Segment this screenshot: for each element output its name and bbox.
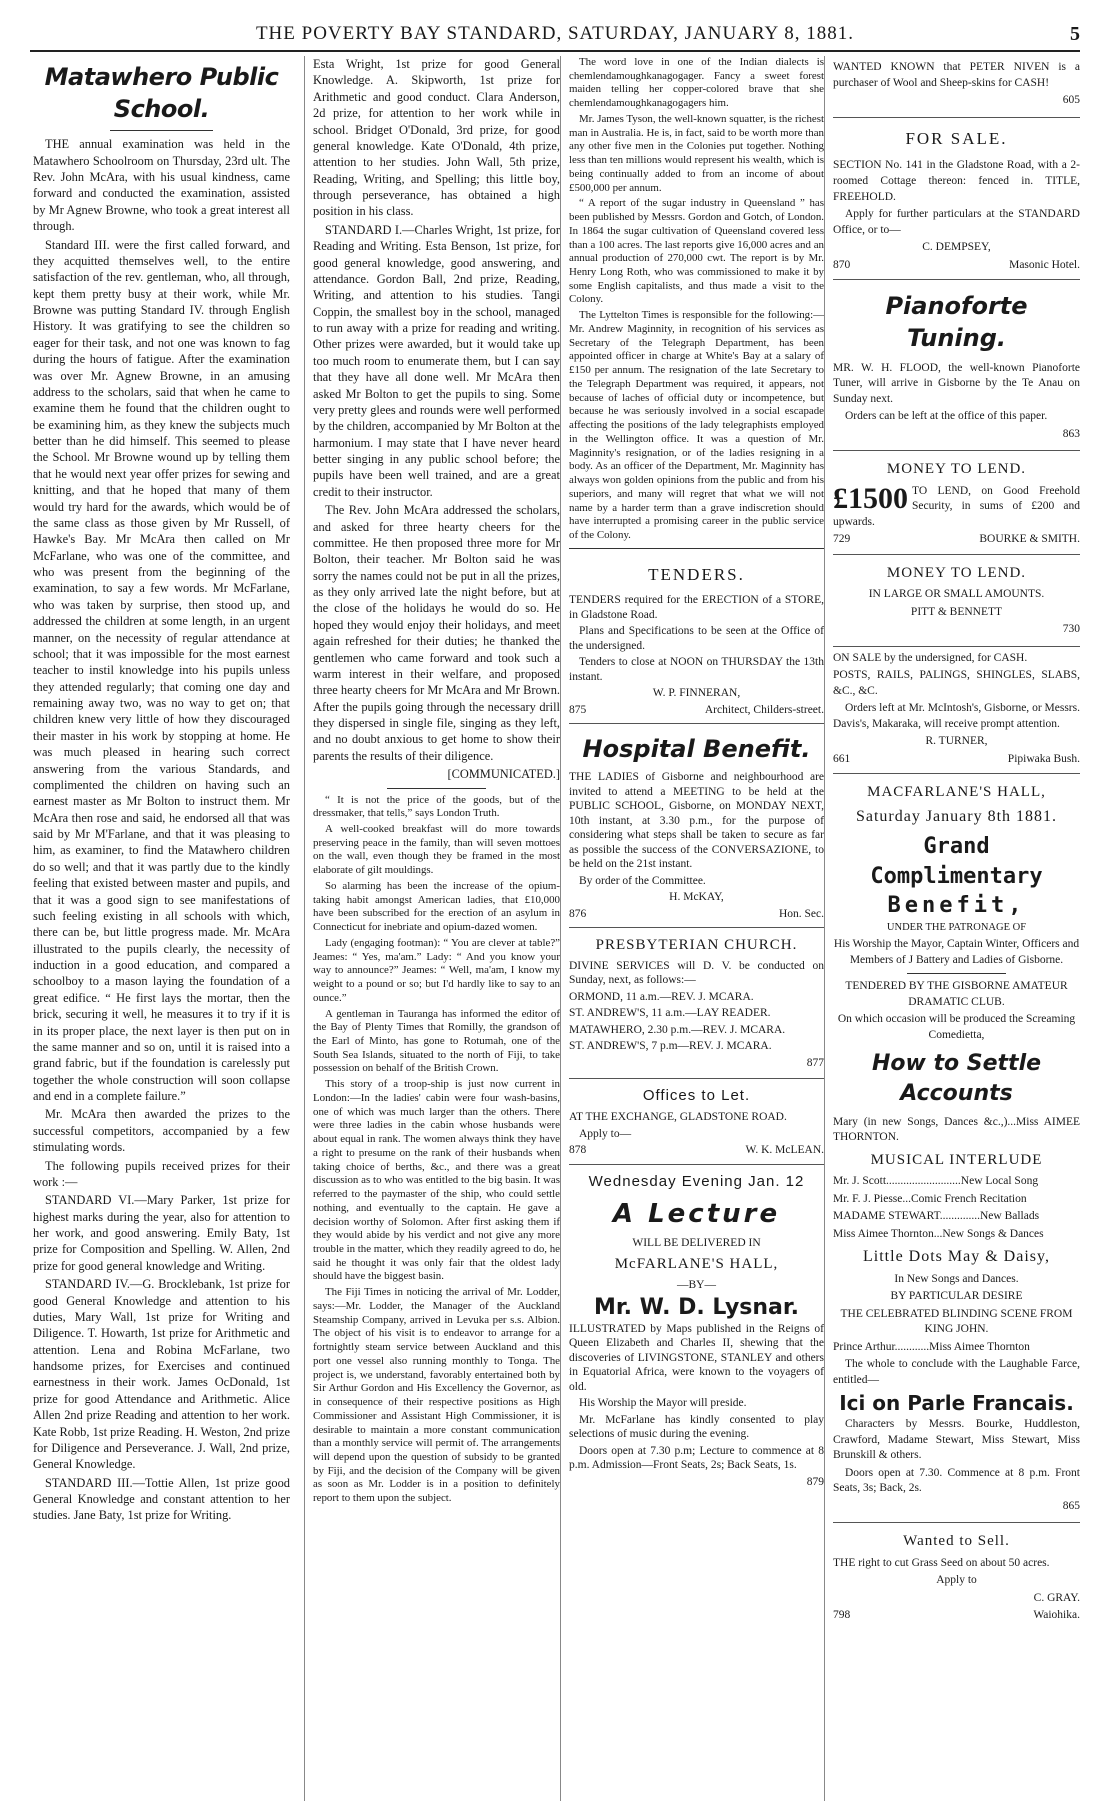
loan-amount: £1500	[833, 481, 908, 515]
column-1	[33, 56, 290, 1801]
ad-lecture	[569, 1165, 824, 1498]
ad-text: Doors open at 7.30. Commence at 8 p.m. Front Seats, 3s; Back, 2s.	[833, 1466, 1080, 1495]
benefit-hall: MACFARLANE'S HALL,	[867, 784, 1046, 801]
ad-name: PITT & BENNETT	[910, 605, 1003, 618]
ad-text: Doors open at 7.30 p.m; Lecture to commence at 8 p.m. Admission—Front Seats, 2s; Back Seats, 1s.	[569, 1444, 824, 1472]
ad-body: TENDERS required for the ERECTION of a STORE, in Gladstone Road.	[569, 594, 824, 621]
ad-text: Tenders to close at NOON on THURSDAY the 13th instant.	[569, 656, 824, 683]
ad-footer	[569, 907, 824, 921]
news-briefs	[313, 794, 560, 1506]
ad-place: Waiohika.	[1033, 1609, 1080, 1622]
ad-text: The whole to conclude with the Laughable Farce, entitled—	[833, 1358, 1080, 1386]
benefit-date: Saturday January 8th 1881.	[855, 808, 1058, 826]
article-signoff: [COMMUNICATED.]	[447, 767, 560, 782]
news-brief: The Fiji Times in noticing the arrival of Mr. Lodder, says:—Mr. Lodder, the Manager of the Auckland Steamship Company, arrived in Levuka per s.s. Albion. The object of his visit is to endeavor to arrange for a fortnightly steam service between Auckland and this port one vessel also running monthly to Tonga. The project is, we understand, favorably entertained both by Sir Arthur Gordon and His Excellency the Governor, as in consequence of their respective positions as High Commissioner and Assistant High Commissioner, it is desirable to maintain a more constant communication than a monthly service will permit of. The arrangements will depend upon the question of subsidy to be granted by Fiji, and the decision of the Company will be given as soon as Mr. Lodder is in a position to definitely report to them upon the subject.	[313, 1286, 560, 1505]
ad-name: W. P. FINNERAN,	[652, 687, 741, 700]
farce-title: Ici on Parle Francais.	[839, 1391, 1074, 1416]
ad-text: By order of the Committee.	[579, 874, 706, 887]
ad-tenders	[569, 554, 824, 724]
ad-text: THE CELEBRATED BLINDING SCENE FROM KING JOHN.	[840, 1307, 1073, 1336]
article-paragraph: Esta Wright, 1st prize for good General Knowledge. A. Skipworth, 1st prize for Arithmetic and good conduct. Clara Anderson, 2d prize, for attention to her work while in school. Bridget O'Donald, 3rd prize, for good general knowledge. Kate O'Donald, 4th prize, attention to her studies. John Wall, 5th prize, Reading, Writing, and Spelling; this little boy, through perseverance, has obtained a high position in his class.	[313, 57, 560, 219]
ad-footer	[569, 1143, 824, 1157]
ad-text: Characters by Messrs. Bourke, Huddleston, Crawford, Madame Stewart, Miss Stewart, Miss Brunskill & others.	[833, 1418, 1080, 1462]
news-brief: A gentleman in Tauranga has informed the editor of the Bay of Plenty Times that Romilly, the grandson of the Earl of Minto, has gone to Rotumah, one of the South Sea Islands, situated to the north of Fiji, to take possession on behalf of the British Crown.	[313, 1007, 560, 1075]
ad-place: Pipiwaka Bush.	[1007, 752, 1080, 765]
ad-text: Plans and Specifications to be seen at the Office of the undersigned.	[569, 625, 824, 652]
act-line: Mr. J. Scott..........................New Local Song	[833, 1175, 1039, 1187]
service-line: ST. ANDREW'S, 11 a.m.—LAY READER.	[569, 1007, 771, 1020]
ad-body: MR. W. H. FLOOD, the well-known Pianoforte Tuner, will arrive in Gisborne by the Te Anau on Sunday next.	[833, 361, 1080, 405]
news-brief: The word love in one of the Indian dialects is chemlendamoughkanagogager. Fancy a sweet forest maiden telling her copper-colored brave that she chemlendamoughkanagogagers him.	[569, 56, 824, 110]
news-brief: “ It is not the price of the goods, but of the dressmaker, that tells,” says London Truth.	[313, 793, 560, 820]
service-line: ORMOND, 11 a.m.—REV. J. MCARA.	[569, 990, 754, 1003]
ad-number: 729	[833, 533, 851, 546]
ad-name: BOURKE & SMITH.	[979, 533, 1080, 546]
page-number: 5	[1070, 22, 1080, 45]
article-paragraph: STANDARD I.—Charles Wright, 1st prize, for Reading and Writing. Esta Benson, 1st prize, for good general knowledge, good answering, and attendance. Gordon Ball, 2nd prize, Reading, Writing, and attention to his studies. Tangi Coppin, the smallest boy in the school, managed to run away with a prize for reading and writing. Other prizes were awarded, but it would take up too much room to enumerate them, but I can say that they have all done well. Mr McAra then asked Mr Bolton to get the pupils to sing. Some very pretty glees and rounds were well performed by the children, accompanied by Mr Bolton at the harmonium. I may state that I have never heard better singing in any public school before; the pupils have been well trained, and are a great credit to their instructor.	[313, 222, 560, 499]
ad-body: IN LARGE OR SMALL AMOUNTS.	[868, 588, 1045, 601]
interlude-heading: MUSICAL INTERLUDE	[870, 1151, 1043, 1168]
ad-text: TENDERED BY THE GISBORNE AMATEUR DRAMATIC CLUB.	[845, 980, 1068, 1008]
masthead	[30, 18, 1080, 52]
ad-text: On which occasion will be produced the Screaming Comedietta,	[837, 1013, 1076, 1041]
ad-text: BY PARTICULAR DESIRE	[890, 1290, 1023, 1303]
article-paragraph: STANDARD VI.—Mary Parker, 1st prize for highest marks during the year, also for attention to her work, and good answering. Emily Baty, 1st prize for Composition and Spelling. W. Allen, 2nd prize for good general knowledge and Writing.	[33, 1193, 290, 1273]
ad-name: H. McKAY,	[669, 891, 724, 904]
act-line: MADAME STEWART..............New Ballads	[833, 1210, 1040, 1223]
lecture-date: Wednesday Evening Jan. 12	[588, 1172, 805, 1190]
ad-text: Orders left at Mr. McIntosh's, Gisborne, or Messrs. Davis's, Makaraka, will receive prompt attention.	[833, 702, 1080, 730]
ad-name: C. DEMPSEY,	[922, 241, 991, 254]
ad-heading: Offices to Let.	[642, 1087, 751, 1105]
ad-footer	[833, 532, 1080, 548]
article-headline: Matawhero Public School.	[44, 63, 279, 123]
article-paragraph: THE annual examination was held in the Matawhero Schoolroom on Thursday, 23rd ult. The Rev. John McAra, with his usual kindness, came forward and conducted the examination, assisted by Mr Agnew Browne, who took a great interest all through.	[33, 137, 290, 234]
ad-number: 876	[569, 907, 587, 920]
ad-place: Masonic Hotel.	[1009, 258, 1080, 271]
ad-heading: PRESBYTERIAN CHURCH.	[595, 937, 798, 954]
news-brief: This story of a troop-ship is just now current in London:—In the ladies' cabin were four wash-basins, one of which was much larger than the others. There were three ladies in the cabin whose husbands were about equal in rank. The women always think they have a right to presume on the rank of their husbands when taking choice of berths, &c., and there was a great discussion as to who was entitled to the big basin. It was referred to the paymaster of the ship, who could settle nothing, and eventually to the captain. He gave a decision worthy of Solomon. After first asking them if they would abide by his verdict and not give any more trouble in the matter, which they readily agreed to do, he said he thought it was only fair that the oldest lady should have the biggest basin.	[313, 1078, 560, 1283]
column-4	[824, 56, 1080, 1801]
ad-heading: Wanted to Sell.	[903, 1533, 1010, 1550]
ad-number: 879	[806, 1475, 824, 1488]
ad-number: 798	[833, 1609, 851, 1622]
ad-heading: Hospital Benefit.	[582, 734, 811, 763]
ad-text: His Worship the Mayor will preside.	[579, 1397, 747, 1410]
divider	[110, 130, 213, 131]
ad-wanted	[833, 56, 1080, 118]
news-brief: “ A report of the sugar industry in Queensland ” has been published by Messrs. Gordon and Gotch, of London. In 1864 the sugar cultivation of Queensland covered less than a 100 acres. The last reports give 16,000 acres and an annual production of 270,000 cwt. The report is by Mr. Henry Long Roth, who was commissioned to make it by some English capitalists, and thus made a visit to the Colony.	[569, 197, 824, 306]
ad-body: TO LEND, on Good Freehold Security, in sums of £200 and upwards.	[833, 484, 1080, 528]
lecture-hall: McFARLANE'S HALL,	[614, 1255, 779, 1272]
ad-text: Apply to—	[579, 1127, 632, 1140]
ad-footer	[833, 752, 1080, 768]
article-paragraph: Mr. McAra then awarded the prizes to the successful competitors, accompanied by a few stimulating words.	[33, 1107, 290, 1155]
ad-name: W. K. McLEAN.	[745, 1144, 824, 1157]
article-paragraph: STANDARD III.—Tottie Allen, 1st prize good General Knowledge and constant attention to her studies. Jane Baty, 1st prize for Writing.	[33, 1475, 290, 1523]
news-brief: Mr. James Tyson, the well-known squatter, is the richest man in Australia. He is, in fact, said to be worth more than any other five men in the Colonies put together. Nothing less than ten millions would represent his wealth, which is being continually added to from an income of about £500,000 per annum.	[569, 112, 824, 194]
ad-body: ON SALE by the undersigned, for CASH.	[833, 651, 1028, 664]
ad-footer	[833, 258, 1080, 274]
ad-heading: Benefit,	[887, 893, 1026, 919]
ad-number: 878	[569, 1144, 587, 1157]
news-brief: A well-cooked breakfast will do more towards preserving peace in the family, than will seven mottoes on the wall, even though they be framed in the most elaborate of gilt mouldings.	[313, 822, 560, 877]
ad-hospital	[569, 724, 824, 928]
act-line: Miss Aimee Thornton...New Songs & Dances	[833, 1227, 1044, 1240]
article-paragraph: The Rev. John McAra addressed the scholars, and asked for three hearty cheers for the committee. He then proposed three more for Mr Bolton, their teacher. Mr Bolton said he was sorry the names could not be put in all the prizes, as they only arrived late the night before, but at the close of the holidays he would do so. He hoped they would enjoy their holidays, and meet again refreshed for their duties; he thanked the gentlemen who came forward and took such a warm interest in their welfare, and proposed three hearty cheers for Mr McAra and Mr Brown. After the pupils going through the necessary drill they dispersed in single file, singing as they left, and no doubt anxious to get home to show their parents the results of their diligence.	[313, 503, 560, 763]
ad-number: 875	[569, 703, 587, 716]
ad-heading: Pianoforte Tuning.	[885, 292, 1028, 353]
ad-body: ILLUSTRATED by Maps published in the Reigns of Queen Elizabeth and Charles II, shewing that the discoveries of LIVINGSTONE, STANLEY and others in Equatorial Africa, were known to the voyagers of old.	[569, 1322, 824, 1393]
ad-money-2	[833, 555, 1080, 647]
divider	[907, 973, 1006, 974]
service-line: MATAWHERO, 2.30 p.m.—REV. J. MCARA.	[569, 1023, 786, 1036]
ad-heading: TENDERS.	[648, 564, 745, 584]
article-paragraph: Standard III. were the first called forward, and they acquitted themselves well, to the entire satisfaction of the rev. gentleman, who, all through, kept them pretty busy at their work, while Mr. Browne was putting Standard IV. through English History. It was gratifying to see the children so eager for their task, and not one was known to fag during the hours of fatigue. After the examination was over Mr. Agnew Browne, in an amusing address to the scholars, said that when he came to examine them he found that the children ought to be examining him, as they knew the subjects much better than he did himself. This seemed to please the School. Mr Browne wound up by telling them that he would next year offer prizes for sewing and knitting, and that he hoped that many of them would try hard for the awards, which would be of the same class as those given by Mr Russell, of Hawke's Bay. Mr McAra then called on Mr McFarlane, who was one of the committee, and who was present from the beginning of the examination, to say a few words. Mr McFarlane, who was taken by surprise, then stood up, and addressed the children at some length, in an urgent manner, on the necessity of regular attendance at school; that it was impossible for the most earnest teacher to instil knowledge into his pupils unless they attended regularly; that coming one day and remaining away two, was no way to get on; that children knew very little of how they discouraged their master in his work by stopping at home. He was much pleased in hearing such correct answering from the various Standards, and complimented the children on having such an earnest master as Mr Bolton to instruct them. Mr McAra then rose and said, he endorsed all that was said by Mr M'Farlane, and that it was pleasing to him, as examiner, to find the Matawhero children do so well; and that it was partly due to the kindly feeling that existed between master and pupils, and that it was a good sign to see manifestations of such feeling existing in all schools with which, there can be, but little progress made. Mr. McAra illustrated to the pupils clearly, the necessity of induction in a good education, and compared a schoolboy to a mason laying the foundation of a great edifice. “ He first lays the mortar, then the brick, securing it well, he measures it to try if it is in its proper place, the next layer is then put on in the same manner and so on, until it is raised into a grand fabric, but if the foundation is carelessly put together the whole construction will soon collapse and end in a complete failure.”	[33, 237, 290, 1104]
ad-text: UNDER THE PATRONAGE OF	[886, 922, 1027, 934]
dots-heading: Little Dots May & Daisy,	[863, 1248, 1050, 1266]
ad-body: WANTED KNOWN that PETER NIVEN is a purchaser of Wool and Sheep-skins for CASH!	[833, 61, 1080, 89]
ad-text: WILL BE DELIVERED IN	[632, 1237, 761, 1250]
play-title: How to Settle Accounts	[871, 1051, 1042, 1107]
act-line: Mr. F. J. Piesse...Comic French Recitation	[833, 1192, 1027, 1205]
ad-text: —BY—	[677, 1278, 716, 1291]
ad-body: AT THE EXCHANGE, GLADSTONE ROAD.	[569, 1111, 787, 1124]
ad-text: In New Songs and Dances.	[894, 1272, 1019, 1285]
ad-text: Prince Arthur............Miss Aimee Thornton	[833, 1340, 1030, 1353]
ad-footer	[569, 703, 824, 717]
ad-body: THE LADIES of Gisborne and neighbourhood are invited to attend a MEETING to be held at the PUBLIC SCHOOL, Gisborne, on MONDAY NEXT, 10th instant, at 3.30 p.m., for the purpose of considering what steps shall be taken to secure as far as possible the success of the CONVERSAZIONE, to be held on the 21st instant.	[569, 771, 824, 871]
article-paragraph: The following pupils received prizes for their work :—	[33, 1158, 290, 1189]
ad-heading: FOR SALE.	[905, 128, 1008, 148]
ad-benefit	[833, 774, 1080, 1523]
service-line: ST. ANDREW'S, 7 p.m—REV. J. MCARA.	[569, 1040, 772, 1053]
news-brief: So alarming has been the increase of the opium-taking habit amongst American ladies, that £10,000 have been subscribed for the erection of an asylum in Connecticut for inebriate and opium-dazed women.	[313, 879, 560, 934]
ad-body: THE right to cut Grass Seed on about 50 acres.	[833, 1556, 1050, 1569]
ad-piano	[833, 280, 1080, 451]
lecture-speaker: Mr. W. D. Lysnar.	[594, 1295, 799, 1321]
ad-heading: A Lecture	[612, 1198, 781, 1229]
ad-name: R. TURNER,	[925, 735, 988, 748]
ad-sale	[833, 647, 1080, 775]
ad-heading: MONEY TO LEND.	[886, 564, 1027, 581]
ad-number: 870	[833, 258, 851, 271]
ad-heading: MONEY TO LEND.	[886, 461, 1027, 478]
ad-footer	[833, 1608, 1080, 1624]
ad-offices	[569, 1079, 824, 1164]
ad-number: 661	[833, 752, 851, 765]
ad-number: 605	[1062, 94, 1080, 107]
ad-text: Mary (in new Songs, Dances &c.,)...Miss AIMEE THORNTON.	[833, 1115, 1080, 1144]
ad-number: 865	[1062, 1499, 1080, 1512]
ad-number: 877	[806, 1056, 824, 1069]
masthead-title: THE POVERTY BAY STANDARD, SATURDAY, JANUARY 8, 1881.	[255, 23, 855, 44]
ad-text: His Worship the Mayor, Captain Winter, Officers and Members of J Battery and Ladies of Gisborne.	[833, 938, 1080, 966]
ad-money-1	[833, 451, 1080, 554]
ad-church	[569, 928, 824, 1079]
ad-wanted-sell	[833, 1523, 1080, 1629]
ad-for-sale	[833, 118, 1080, 281]
news-brief: The Lyttelton Times is responsible for the following:—Mr. Andrew Maginnity, in recognition of his services as Secretary of the Telegraph Department, has been appointed officer in charge at White's Bay at a salary of £150 per annum. The resignation of the late Secretary to the Telegraph Department was required, it appears, not because of laches of official duty or incompetence, but because he was seriously involved in a social escapade affecting the positions of the lady telegraphists employed in the Wellington office. It was a question of Mr. Maginnity's resignation, or of the ladies resigning in a body. As an officer of the Department, Mr. Maginnity has always won golden opinions from the public and from his superiors, and many will regret that what we will not name by a harder term than a grave indiscretion should have interrupted a promising career in the public service of the Colony.	[569, 309, 824, 541]
divider	[387, 788, 486, 789]
article-paragraph: STANDARD IV.—G. Brocklebank, 1st prize for good General Knowledge and attention to his duties, Mary Wall, 1st prize for Writing and Diligence. T. Howarth, 1st prize for Arithmetic and attention. Lena and Robina McFarlane, two handsome prizes, for Exercises and continued earnestness in their work. James OcDonald, 1st prize for good Attendance and Arithmetic. Alice Allen 2nd prize Reading and attention to her work. Kate Robb, 1st prize Reading. H. Weston, 2nd prize for Diligence and Perseverance. J. Wall, 2nd prize, General Knowledge.	[33, 1277, 290, 1472]
ad-number: 863	[1062, 427, 1080, 440]
divider	[569, 548, 824, 549]
ad-body: SECTION No. 141 in the Gladstone Road, with a 2-roomed Cottage thereon: fenced in. TITLE, FREEHOLD.	[833, 159, 1080, 203]
ad-text: Apply for further particulars at the STANDARD Office, or to—	[833, 208, 1080, 236]
column-2	[304, 56, 560, 1801]
ad-title: Architect, Childers-street.	[704, 703, 824, 716]
ad-heading: Grand Complimentary	[870, 834, 1043, 889]
ad-items: POSTS, RAILS, PALINGS, SHINGLES, SLABS, &C., &C.	[833, 669, 1080, 697]
ad-number: 730	[1062, 623, 1080, 636]
ad-text: Mr. McFarlane has kindly consented to play selections of music during the evening.	[569, 1413, 824, 1441]
ad-text: Apply to	[936, 1574, 977, 1587]
ad-text: Orders can be left at the office of this paper.	[845, 410, 1048, 423]
ad-body: DIVINE SERVICES will D. V. be conducted on Sunday, next, as follows:—	[569, 959, 824, 987]
column-3	[560, 56, 824, 1801]
ad-title: Hon. Sec.	[778, 907, 824, 920]
ad-name: C. GRAY.	[1033, 1591, 1080, 1604]
news-brief: Lady (engaging footman): “ You are clever at table?” Jeames: “ Yes, ma'am.” Lady: “ And you know your way to announce?” Jeames: “ Well, ma'am, I know my weight to a pound or so; but I'd hardly like to say to an ounce.”	[313, 936, 560, 1004]
